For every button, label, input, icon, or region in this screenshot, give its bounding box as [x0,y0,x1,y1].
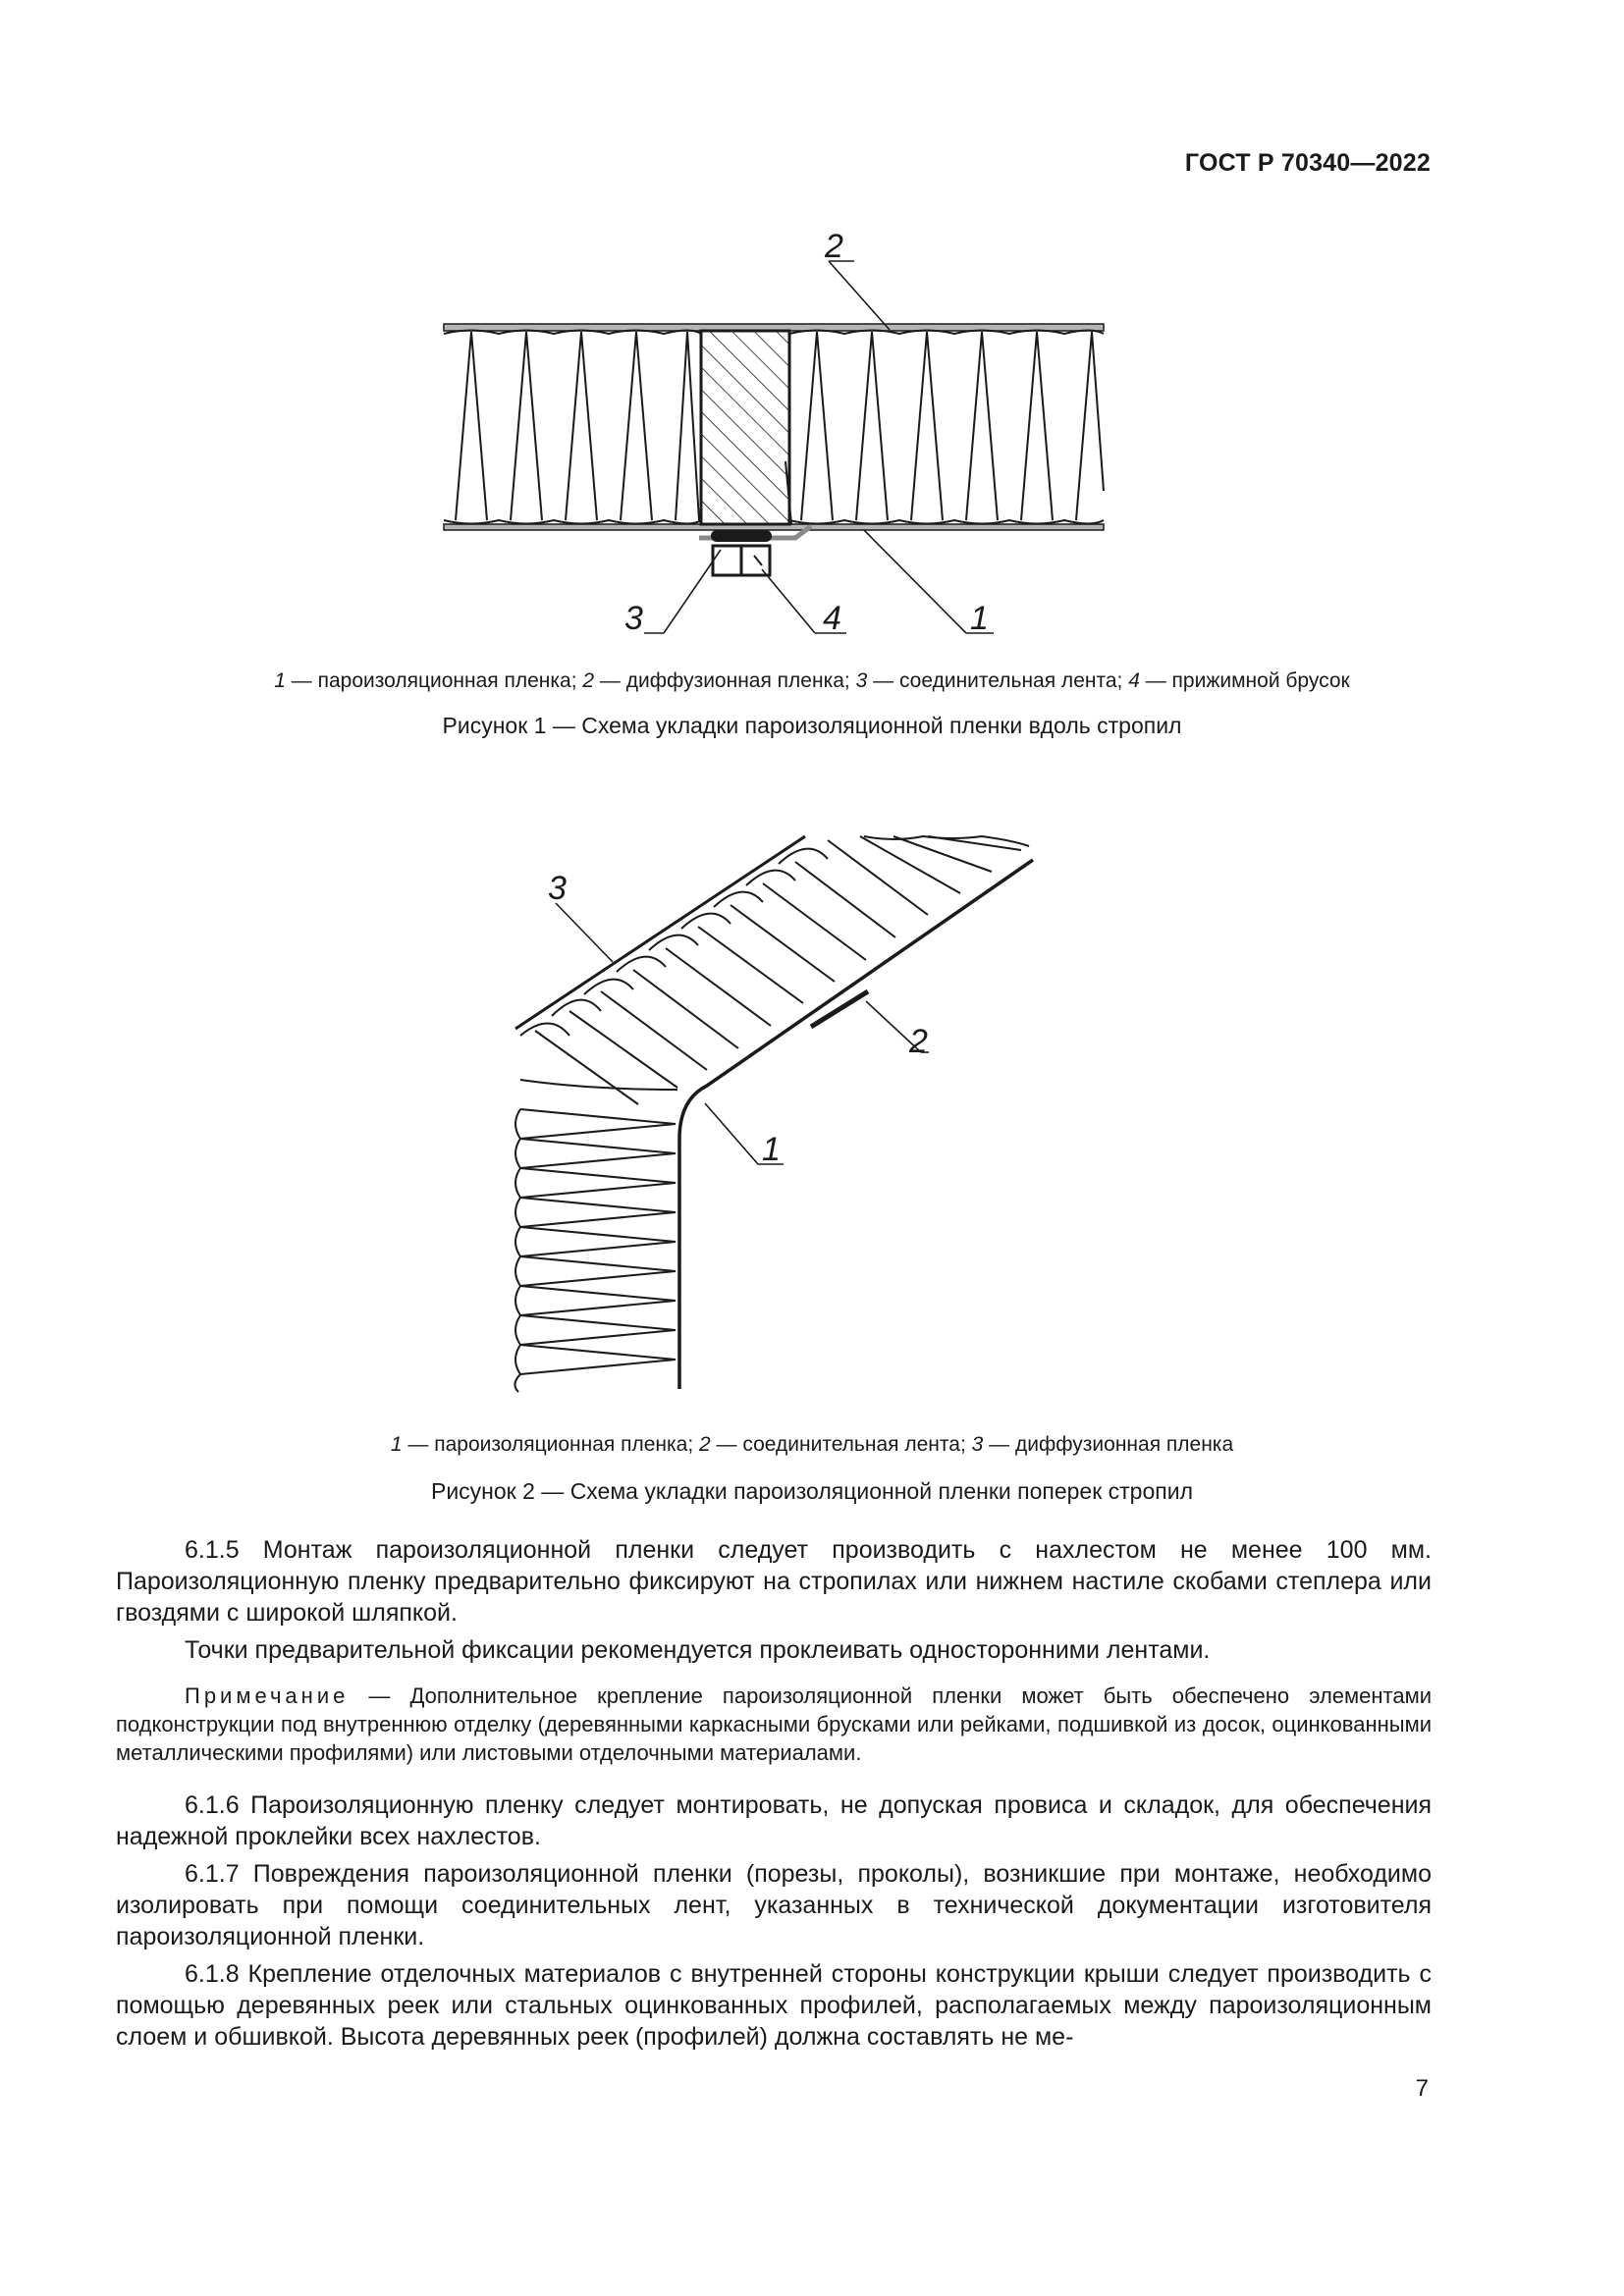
fig1-label-3: 3 [624,600,643,637]
figure-2-diagram [491,825,1060,1404]
paragraph-fixation-points: Точки предварительной фиксации рекомендуется проклеивать односторонними лентами. [185,1636,1211,1664]
insulation-left [444,331,701,524]
figure-1-legend: 1 — пароизоляционная пленка; 2 — диффузионная пленка; 3 — соединительная лента; 4 — прижимной брусок [274,669,1350,692]
insulation-right [789,331,1104,524]
sections-6-1-6-to-6-1-8 [116,1789,1432,2053]
fig1-label-4: 4 [823,600,841,637]
note-block [116,1682,1432,1767]
note-text: — Дополнительное крепление пароизоляционной пленки может быть обеспечено элементами подконструкции под внутреннюю отделку (деревянными каркасными брусками или рейками, подшивкой из досок, оцинкованными металлическими профилями) или листовыми отделочными материалами. [116,1683,1432,1765]
paragraph-6-1-8: 6.1.8 Крепление отделочных материалов с внутренней стороны конструкции крыши следует производить с помощью деревянных реек или стальных оцинкованных профилей, располагаемых между пароизоляционным слоем и обшивкой. Высота деревянных реек (профилей) должна составлять не ме- [116,1960,1432,2051]
figure-1-caption: Рисунок 1 — Схема укладки пароизоляционной пленки вдоль стропил [442,713,1182,738]
insulation-slope [520,836,1029,1104]
figure-1-diagram [432,226,1119,638]
rafter [701,331,789,524]
paragraph-6-1-6: 6.1.6 Пароизоляционную пленку следует монтировать, не допуская провиса и складок, для обеспечения надежной проклейки всех нахлестов. [116,1791,1432,1850]
fig2-label-1: 1 [762,1131,781,1168]
paragraph-6-1-5: 6.1.5 Монтаж пароизоляционной пленки следует производить с нахлестом не менее 100 мм. Пароизоляционную пленку предварительно фиксируют на стропилах или нижнем настиле скобами степлера или гвоздями с широкой шляпкой. [116,1536,1432,1627]
figure-2-legend: 1 — пароизоляционная пленка; 2 — соединительная лента; 3 — диффузионная пленка [390,1433,1234,1456]
vapor-film [679,860,1033,1389]
connecting-tape [711,530,772,542]
page-number: 7 [1415,2075,1429,2102]
fig2-label-2: 2 [909,1023,928,1060]
fig1-label-2: 2 [825,228,843,265]
section-6-1-5 [116,1534,1432,1666]
diffusion-film [515,836,805,1029]
paragraph-6-1-7: 6.1.7 Повреждения пароизоляционной пленки (порезы, проколы), возникшие при монтаже, необходимо изолировать при помощи соединительных лент, указанных в технической документации изготовителя пароизоляционной пленки. [116,1860,1432,1950]
figure-2-caption: Рисунок 2 — Схема укладки пароизоляционной пленки поперек стропил [430,1478,1193,1504]
fig2-label-3: 3 [548,870,567,907]
fig1-label-1: 1 [970,600,989,637]
insulation-wall [514,1080,677,1392]
document-code: ГОСТ Р 70340—2022 [1184,149,1431,177]
note-label: Примечание [185,1683,350,1708]
